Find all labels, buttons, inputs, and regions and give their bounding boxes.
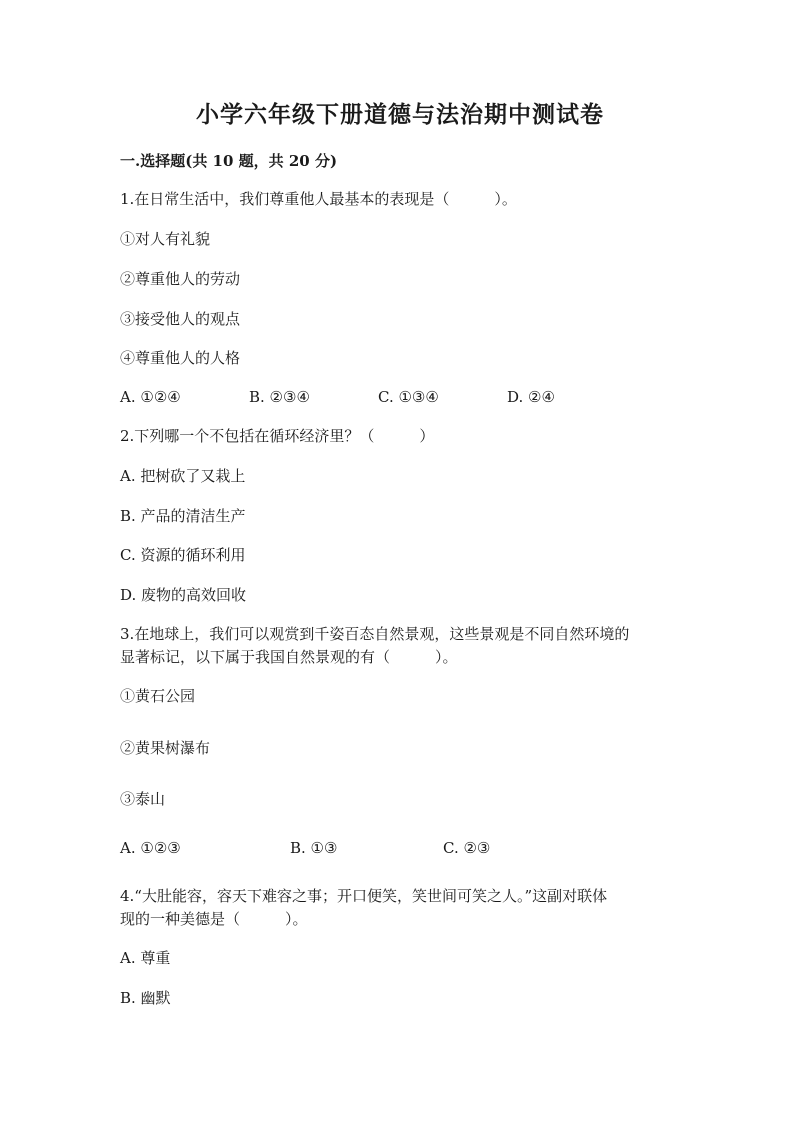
question-3-stem-line-1: 3.在地球上，我们可以观赏到千姿百态自然景观，这些景观是不同自然环境的 [120,625,630,643]
question-1-stem: 1.在日常生活中，我们尊重他人最基本的表现是（ ）。 [120,190,517,208]
question-3-option-c: C. ②③ [443,839,491,857]
question-1-item: ②尊重他人的劳动 [120,270,241,288]
question-1-item: ①对人有礼貌 [120,230,211,248]
question-1-item: ④尊重他人的人格 [120,349,241,367]
question-3-item: ③泰山 [120,790,166,808]
question-3-stem-line-2: 显著标记，以下属于我国自然景观的有（ ）。 [120,648,458,666]
question-3-item: ②黄果树瀑布 [120,739,211,757]
question-1-option-d: D. ②④ [507,388,555,406]
question-2-option-b: B. 产品的清洁生产 [120,507,246,525]
question-2-option-d: D. 废物的高效回收 [120,586,247,604]
page-title: 小学六年级下册道德与法治期中测试卷 [196,101,604,128]
question-1-item: ③接受他人的观点 [120,310,241,328]
question-1-option-c: C. ①③④ [378,388,439,406]
question-1-option-a: A. ①②④ [120,388,181,406]
question-4-option-a: A. 尊重 [120,949,171,967]
section-heading: 一.选择题(共 10 题，共 20 分) [120,152,338,170]
question-2-stem: 2.下列哪一个不包括在循环经济里？（ ） [120,427,435,445]
question-4-stem-line-1: 4.“大肚能容，容天下难容之事；开口便笑，笑世间可笑之人。”这副对联体 [120,887,608,905]
question-4-option-b: B. 幽默 [120,989,171,1007]
question-2-option-a: A. 把树砍了又栽上 [120,467,246,485]
question-3-item: ①黄石公园 [120,687,196,705]
question-1-option-b: B. ②③④ [249,388,310,406]
question-2-option-c: C. 资源的循环利用 [120,546,246,564]
question-3-option-b: B. ①③ [290,839,338,857]
question-3-option-a: A. ①②③ [120,839,181,857]
question-4-stem-line-2: 现的一种美德是（ ）。 [120,910,308,928]
